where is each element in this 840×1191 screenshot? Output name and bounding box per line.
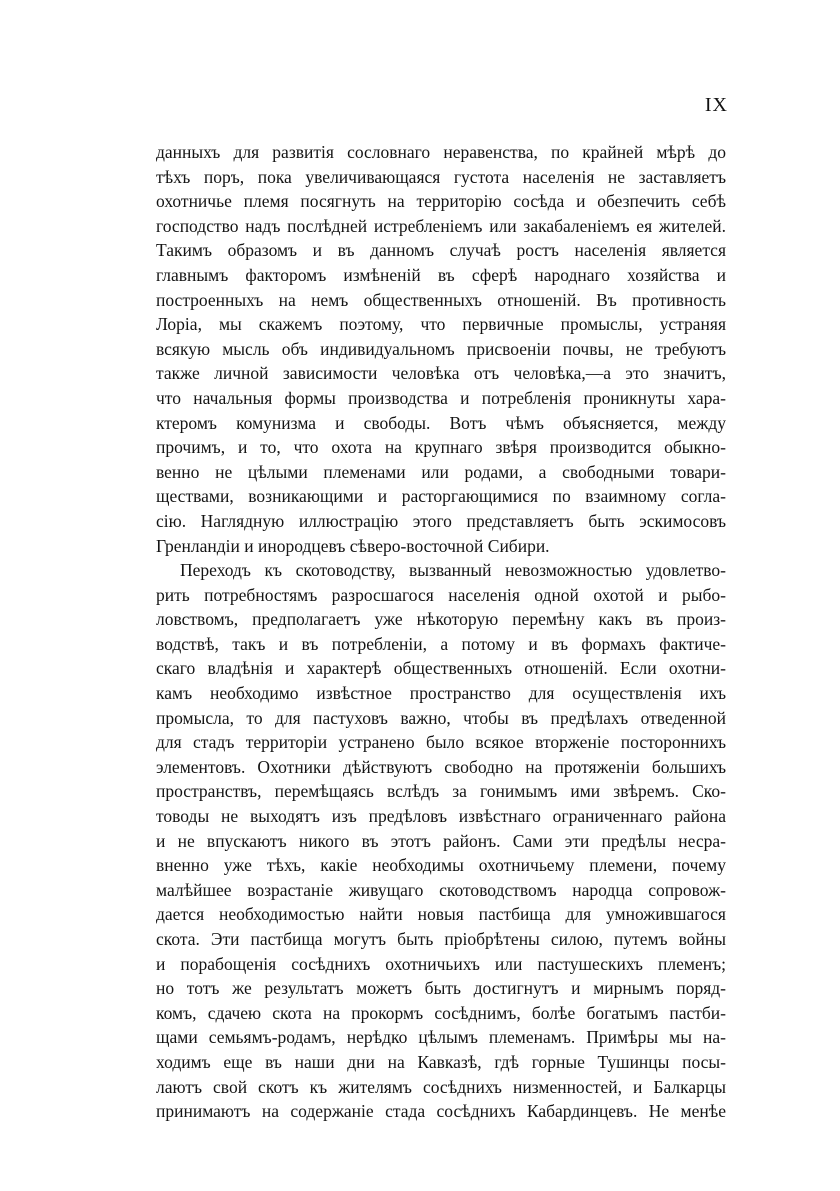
text-line: элементовъ. Охотники дѣйствуютъ свободно на протяженіи большихъ: [156, 756, 726, 777]
page-number: IX: [704, 94, 728, 116]
text-line: комъ, сдачею скота на прокормъ сосѣднимъ, болѣе богатымъ пастби-: [156, 1002, 726, 1023]
text-line: дается необходимостью найти новыя пастбища для умножившагося: [156, 904, 726, 925]
text-line: охотничье племя посягнуть на территорію сосѣда и обезпечить себѣ: [156, 191, 726, 212]
text-line: ходимъ еще въ наши дни на Кавказѣ, гдѣ горные Тушинцы посы-: [156, 1051, 726, 1072]
text-line: ловствомъ, предполагаетъ уже нѣкоторую перемѣну какъ въ произ-: [156, 609, 726, 630]
text-line: камъ необходимо извѣстное пространство для осуществленія ихъ: [156, 683, 726, 704]
text-line: сію. Наглядную иллюстрацію этого представляетъ быть эскимосовъ: [156, 510, 726, 531]
text-line: скаго владѣнія и характерѣ общественныхъ отношеній. Если охотни-: [156, 658, 726, 679]
text-line: пространствъ, перемѣщаясь вслѣдъ за гонимымъ ими звѣремъ. Ско-: [156, 781, 726, 802]
text-line: и порабощенія сосѣднихъ охотничьихъ или пастушескихъ племенъ;: [156, 953, 726, 974]
text-line: главнымъ факторомъ измѣненій въ сферѣ народнаго хозяйства и: [156, 264, 726, 285]
text-line: для стадъ территоріи устранено было всякое вторженіе постороннихъ: [156, 732, 726, 753]
text-line: щами семьямъ-родамъ, нерѣдко цѣлымъ племенамъ. Примѣры мы на-: [156, 1027, 726, 1048]
text-line: вненно уже тѣхъ, какіе необходимы охотничьему племени, почему: [156, 855, 726, 876]
text-line: Такимъ образомъ и въ данномъ случаѣ ростъ населенія является: [156, 240, 726, 261]
text-line: Гренландіи и инородцевъ сѣверо-восточной Сибири.: [156, 535, 550, 556]
text-line: венно не цѣлыми племенами или родами, а свободными товари-: [156, 461, 726, 482]
text-line: промысла, то для пастуховъ важно, чтобы въ предѣлахъ отведенной: [156, 707, 726, 728]
text-line: и не впускаютъ никого въ этотъ районъ. Сами эти предѣлы несра-: [156, 830, 726, 851]
text-line: малѣйшее возрастаніе живущаго скотоводствомъ народца сопровож-: [156, 879, 726, 900]
text-line: тѣхъ поръ, пока увеличивающаяся густота населенія не заставляетъ: [156, 166, 726, 187]
text-line: принимаютъ на содержаніе стада сосѣднихъ Кабардинцевъ. Не менѣе: [156, 1101, 726, 1122]
body-text: [156, 140, 726, 1124]
text-line: данныхъ для развитія сословнаго неравенства, по крайней мѣрѣ до: [156, 142, 726, 162]
text-line: что начальныя формы производства и потребленія проникнуты хара-: [156, 387, 726, 408]
text-line: товоды не выходятъ изъ предѣловъ извѣстнаго ограниченнаго района: [156, 806, 726, 827]
text-line: водствѣ, такъ и въ потребленіи, а потому и въ формахъ фактиче-: [156, 633, 726, 654]
text-line: ктеромъ комунизма и свободы. Вотъ чѣмъ объясняется, между: [156, 412, 726, 433]
text-line: ществами, возникающими и расторгающимися по взаимному согла-: [156, 486, 726, 507]
text-line: прочимъ, и то, что охота на крупнаго звѣря производится обыкно-: [156, 437, 726, 458]
text-line: рить потребностямъ разросшагося населенія одной охотой и рыбо-: [156, 584, 726, 605]
text-line: скота. Эти пастбища могутъ быть пріобрѣтены силою, путемъ войны: [156, 929, 726, 949]
text-line: Переходъ къ скотоводству, вызванный невозможностью удовлетво-: [180, 560, 726, 581]
text-line: всякую мысль объ индивидуальномъ присвоеніи почвы, не требуютъ: [156, 338, 726, 359]
text-line: построенныхъ на немъ общественныхъ отношеній. Въ противность: [156, 289, 726, 310]
text-line: также личной зависимости человѣка отъ человѣка,—а это значитъ,: [156, 363, 726, 384]
text-line: Лоріа, мы скажемъ поэтому, что первичные промыслы, устраняя: [156, 314, 726, 335]
text-line: господство надъ послѣдней истребленіемъ или закабаленіемъ ея жителей.: [156, 215, 726, 236]
text-line: но тотъ же результатъ можетъ быть достигнутъ и мирнымъ поряд-: [156, 978, 726, 999]
text-line: лаютъ свой скотъ къ жителямъ сосѣднихъ низменностей, и Балкарцы: [156, 1076, 726, 1097]
